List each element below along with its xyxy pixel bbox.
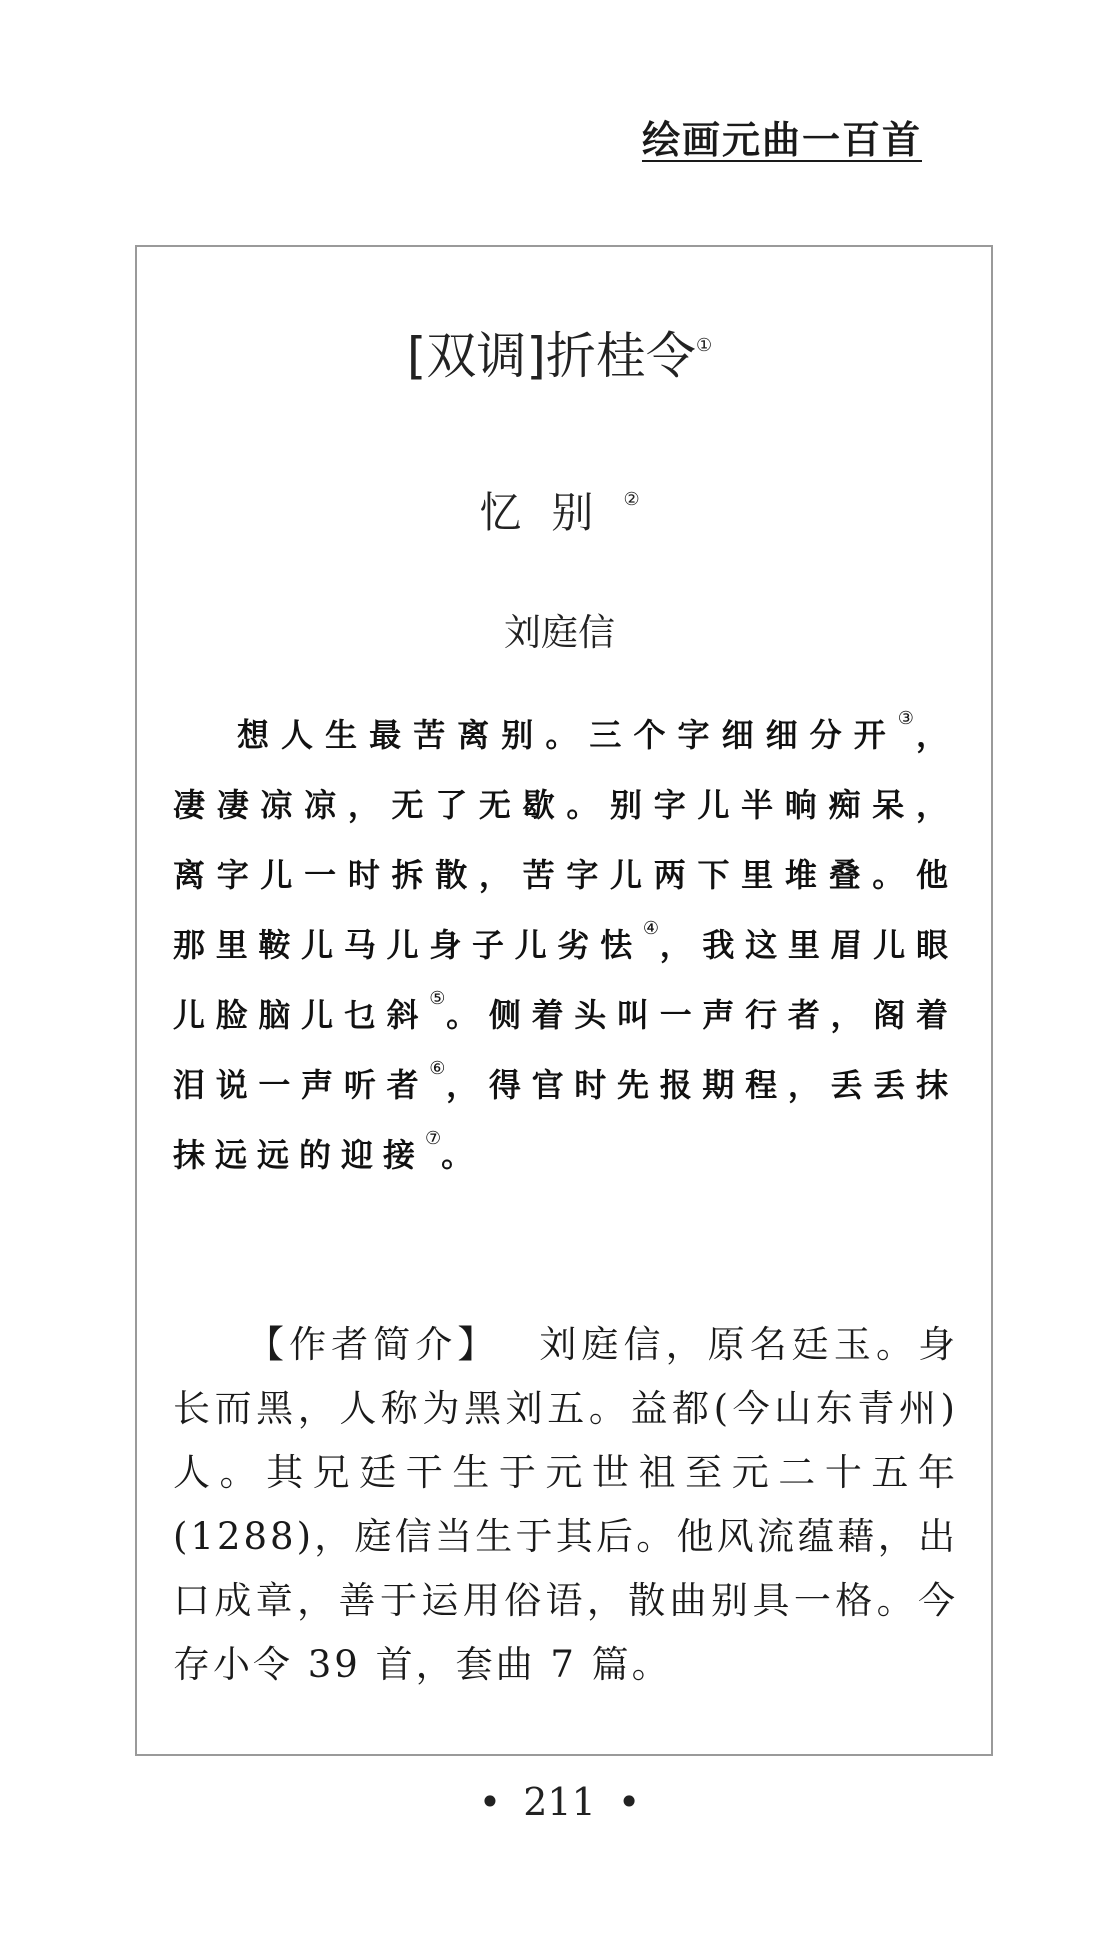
footnote-marker: ⑦ <box>425 1128 442 1149</box>
piece-title-text: [双调]折桂令 <box>406 327 696 385</box>
piece-title <box>0 318 1119 394</box>
piece-author: 刘庭信 <box>504 611 615 654</box>
footnote-marker: ③ <box>897 708 916 729</box>
footnote-marker: ④ <box>642 918 660 939</box>
footnote-marker: ⑤ <box>429 988 447 1009</box>
poem-segment: ，凄凄凉凉，无了无歇。别字儿半晌痴呆，离字儿一时拆散，苦字儿两下里堆叠。他那里鞍儿马儿身子儿劣怯 <box>173 716 958 964</box>
page-number: • 211 • <box>478 1780 641 1824</box>
subtitle-footnote-marker: ② <box>623 489 640 510</box>
poem-text <box>173 700 958 1190</box>
poem-segment: 想人生最苦离别。三个字细细分开 <box>237 716 898 754</box>
piece-subtitle-text: 忆别 <box>479 488 624 537</box>
poem-segment: 。 <box>441 1136 484 1174</box>
poem-segment: ，得官时先报期程，丢丢抹抹远远的迎接 <box>173 1066 958 1174</box>
author-intro-text: 刘庭信，原名廷玉。身长而黑，人称为黑刘五。益都(今山东青州)人。其兄廷干生于元世祖至元二十五年(1288)，庭信当生于其后。他风流蕴藉，出口成章，善于运用俗语，散曲别具一格。今存小令 39 首，套曲 7 篇。 <box>173 1323 959 1686</box>
book-title-header: 绘画元曲一百首 <box>641 118 922 162</box>
poem-segment: 。侧着头叫一声行者，阁着泪说一声听者 <box>173 996 958 1104</box>
piece-subtitle <box>0 480 1119 546</box>
author-introduction <box>173 1313 958 1697</box>
poem-segment: ，我这里眉儿眼儿脸脑儿乜斜 <box>173 926 958 1034</box>
title-footnote-marker: ① <box>695 335 713 356</box>
footnote-marker: ⑥ <box>429 1058 447 1079</box>
author-intro-label: 【作者简介】 <box>247 1323 500 1366</box>
